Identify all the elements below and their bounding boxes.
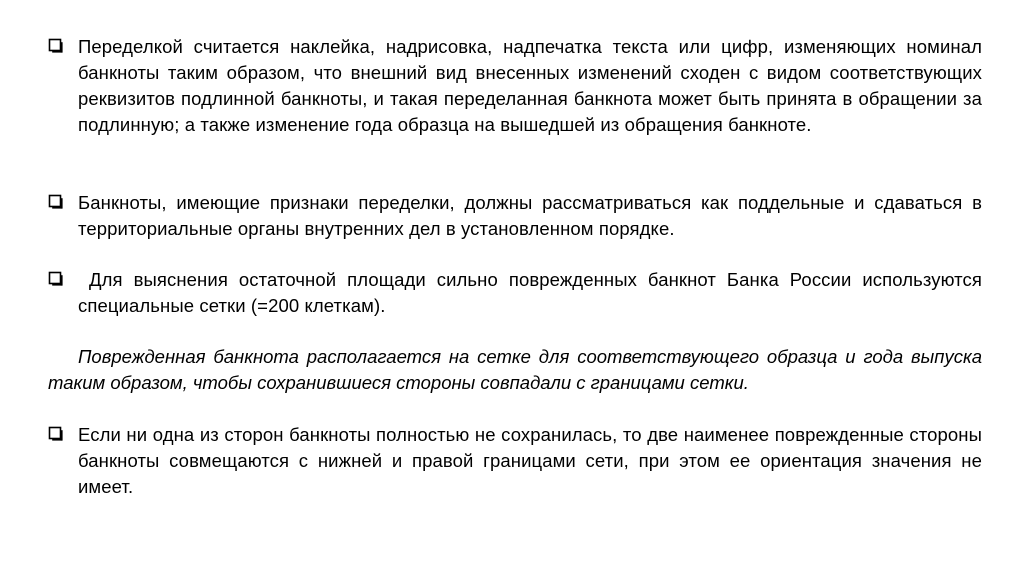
checkbox-bullet-icon (48, 190, 78, 216)
checkbox-bullet-icon (48, 422, 78, 448)
bullet-text: Для выяснения остаточной площади сильно поврежденных банкнот Банка России используются специальные сетки (=200 клеткам). (78, 269, 988, 316)
bullet-grids (48, 267, 988, 319)
bullet-text: Банкноты, имеющие признаки переделки, должны рассматриваться как поддельные и сдаваться в территориальные органы внутренних дел в установленном порядке. (78, 192, 982, 239)
bullet-counterfeit (48, 190, 982, 242)
bullet-definition (48, 34, 982, 138)
bullet-text: Если ни одна из сторон банкноты полностью не сохранилась, то две наименее поврежденные стороны банкноты совмещаются с нижней и правой границами сети, при этом ее ориентация значения не имеет. (78, 424, 982, 497)
bullet-text: Переделкой считается наклейка, надрисовка, надпечатка текста или цифр, изменяющих номинал банкноты таким образом, что внешний вид внесенных изменений сходен с видом соответствующих реквизитов подлинной банкноты, и такая переделанная банкнота может быть принята в обращении за подлинную; а также изменение года образца на вышедшей из обращения банкноте. (78, 36, 982, 135)
checkbox-bullet-icon (48, 267, 78, 293)
italic-note: Поврежденная банкнота располагается на сетке для соответствующего образца и года выпуска таким образом, чтобы сохранившиеся стороны совпадали с границами сетки. (48, 346, 982, 393)
bullet-orientation (48, 422, 982, 500)
checkbox-bullet-icon (48, 34, 78, 60)
